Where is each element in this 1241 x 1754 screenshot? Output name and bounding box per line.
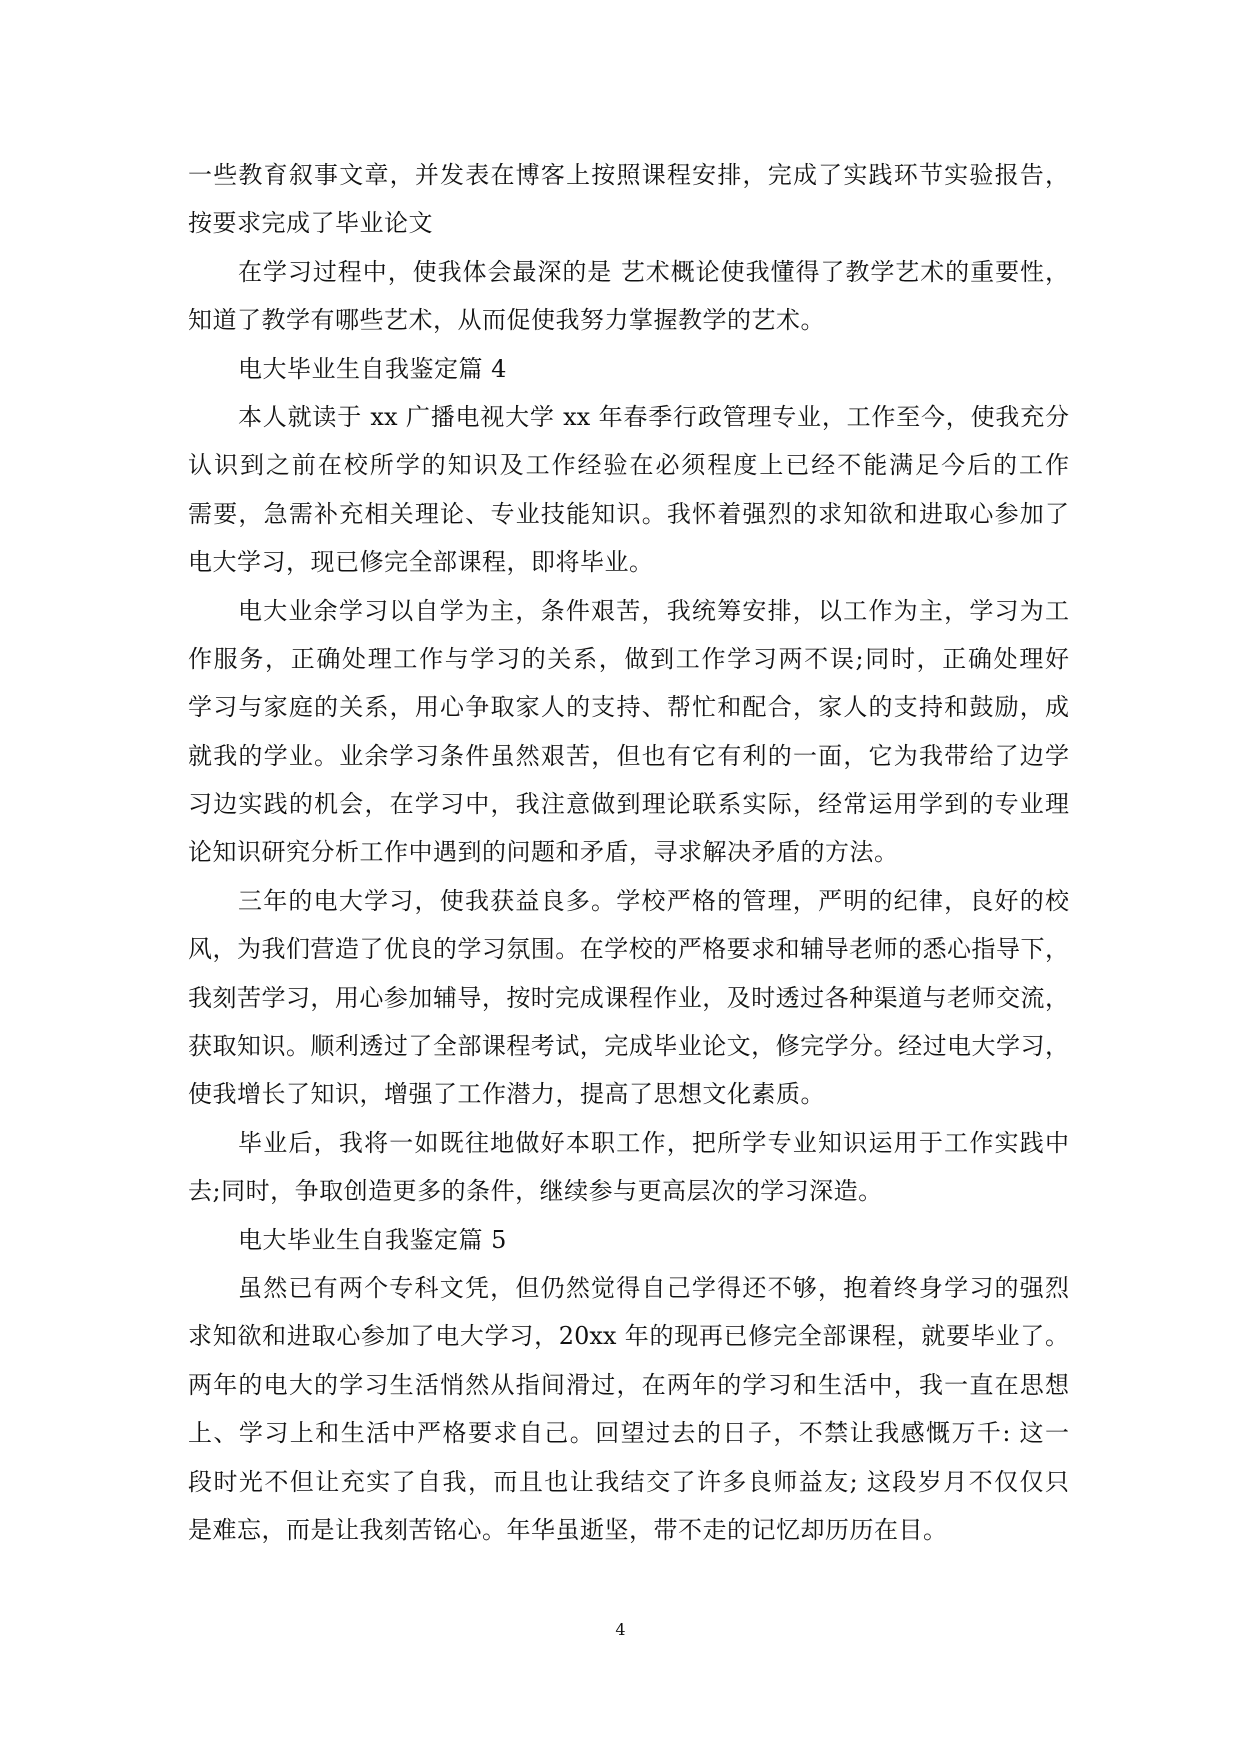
text-line: 是难忘，而是让我刻苦铭心。年华虽逝坚，带不走的记忆却历历在目。 — [188, 1515, 948, 1544]
text-line: 电大业余学习以自学为主，条件艰苦，我统筹安排，以工作为主，学习为工 — [238, 596, 1069, 625]
section-heading: 电大毕业生自我鉴定篇 4 — [238, 354, 507, 383]
text-line: 段时光不但让充实了自我，而且也让我结交了许多良师益友; 这段岁月不仅仅只 — [188, 1467, 1069, 1496]
page-number: 4 — [615, 1620, 626, 1639]
text-line: 作服务，正确处理工作与学习的关系，做到工作学习两不误;同时，正确处理好 — [188, 644, 1069, 673]
text-line: 需要，急需补充相关理论、专业技能知识。我怀着强烈的求知欲和进取心参加了 — [188, 499, 1069, 528]
paragraph — [188, 877, 1069, 1119]
text-line: 认识到之前在校所学的知识及工作经验在必须程度上已经不能满足今后的工作 — [188, 451, 1069, 480]
text-line: 去;同时，争取创造更多的条件，继续参与更高层次的学习深造。 — [188, 1177, 883, 1206]
paragraph — [188, 1119, 1069, 1216]
text-line: 学习与家庭的关系，用心争取家人的支持、帮忙和配合，家人的支持和鼓励，成 — [188, 693, 1069, 722]
text-line: 论知识研究分析工作中遇到的问题和矛盾，寻求解决矛盾的方法。 — [188, 838, 899, 867]
text-line: 电大学习，现已修完全部课程，即将毕业。 — [188, 548, 654, 577]
text-line: 毕业后，我将一如既往地做好本职工作，把所学专业知识运用于工作实践中 — [238, 1128, 1069, 1157]
paragraph — [188, 248, 1069, 345]
text-line: 上、学习上和生活中严格要求自己。回望过去的日子，不禁让我感慨万千: 这一 — [188, 1419, 1069, 1448]
paragraph — [188, 1264, 1069, 1554]
text-line: 本人就读于 xx 广播电视大学 xx 年春季行政管理专业，工作至今，使我充分 — [238, 402, 1069, 431]
paragraph — [188, 151, 1069, 248]
text-line: 知道了教学有哪些艺术，从而促使我努力掌握教学的艺术。 — [188, 306, 825, 335]
text-line: 风，为我们营造了优良的学习氛围。在学校的严格要求和辅导老师的悉心指导下， — [188, 935, 1069, 964]
text-line: 在学习过程中，使我体会最深的是 艺术概论使我懂得了教学艺术的重要性， — [238, 257, 1069, 286]
text-line: 我刻苦学习，用心参加辅导，按时完成课程作业，及时透过各种渠道与老师交流， — [188, 983, 1069, 1012]
text-line: 虽然已有两个专科文凭，但仍然觉得自己学得还不够，抱着终身学习的强烈 — [238, 1273, 1069, 1302]
paragraph — [188, 393, 1069, 587]
document-body — [188, 151, 1069, 1554]
text-line: 按要求完成了毕业论文 — [188, 209, 433, 238]
text-line: 求知欲和进取心参加了电大学习，20xx 年的现再已修完全部课程，就要毕业了。 — [188, 1322, 1069, 1351]
text-line: 一些教育叙事文章，并发表在博客上按照课程安排，完成了实践环节实验报告， — [188, 161, 1069, 189]
text-line: 获取知识。顺利透过了全部课程考试，完成毕业论文，修完学分。经过电大学习， — [188, 1032, 1069, 1061]
text-line: 就我的学业。业余学习条件虽然艰苦，但也有它有利的一面，它为我带给了边学 — [188, 741, 1069, 770]
text-line: 使我增长了知识，增强了工作潜力，提高了思想文化素质。 — [188, 1080, 825, 1109]
paragraph — [188, 587, 1069, 877]
text-line: 习边实践的机会，在学习中，我注意做到理论联系实际，经常运用学到的专业理 — [188, 790, 1069, 819]
text-line: 两年的电大的学习生活悄然从指间滑过，在两年的学习和生活中，我一直在思想 — [188, 1370, 1069, 1399]
text-line: 三年的电大学习，使我获益良多。学校严格的管理，严明的纪律，良好的校 — [238, 886, 1069, 915]
section-heading: 电大毕业生自我鉴定篇 5 — [238, 1225, 507, 1254]
